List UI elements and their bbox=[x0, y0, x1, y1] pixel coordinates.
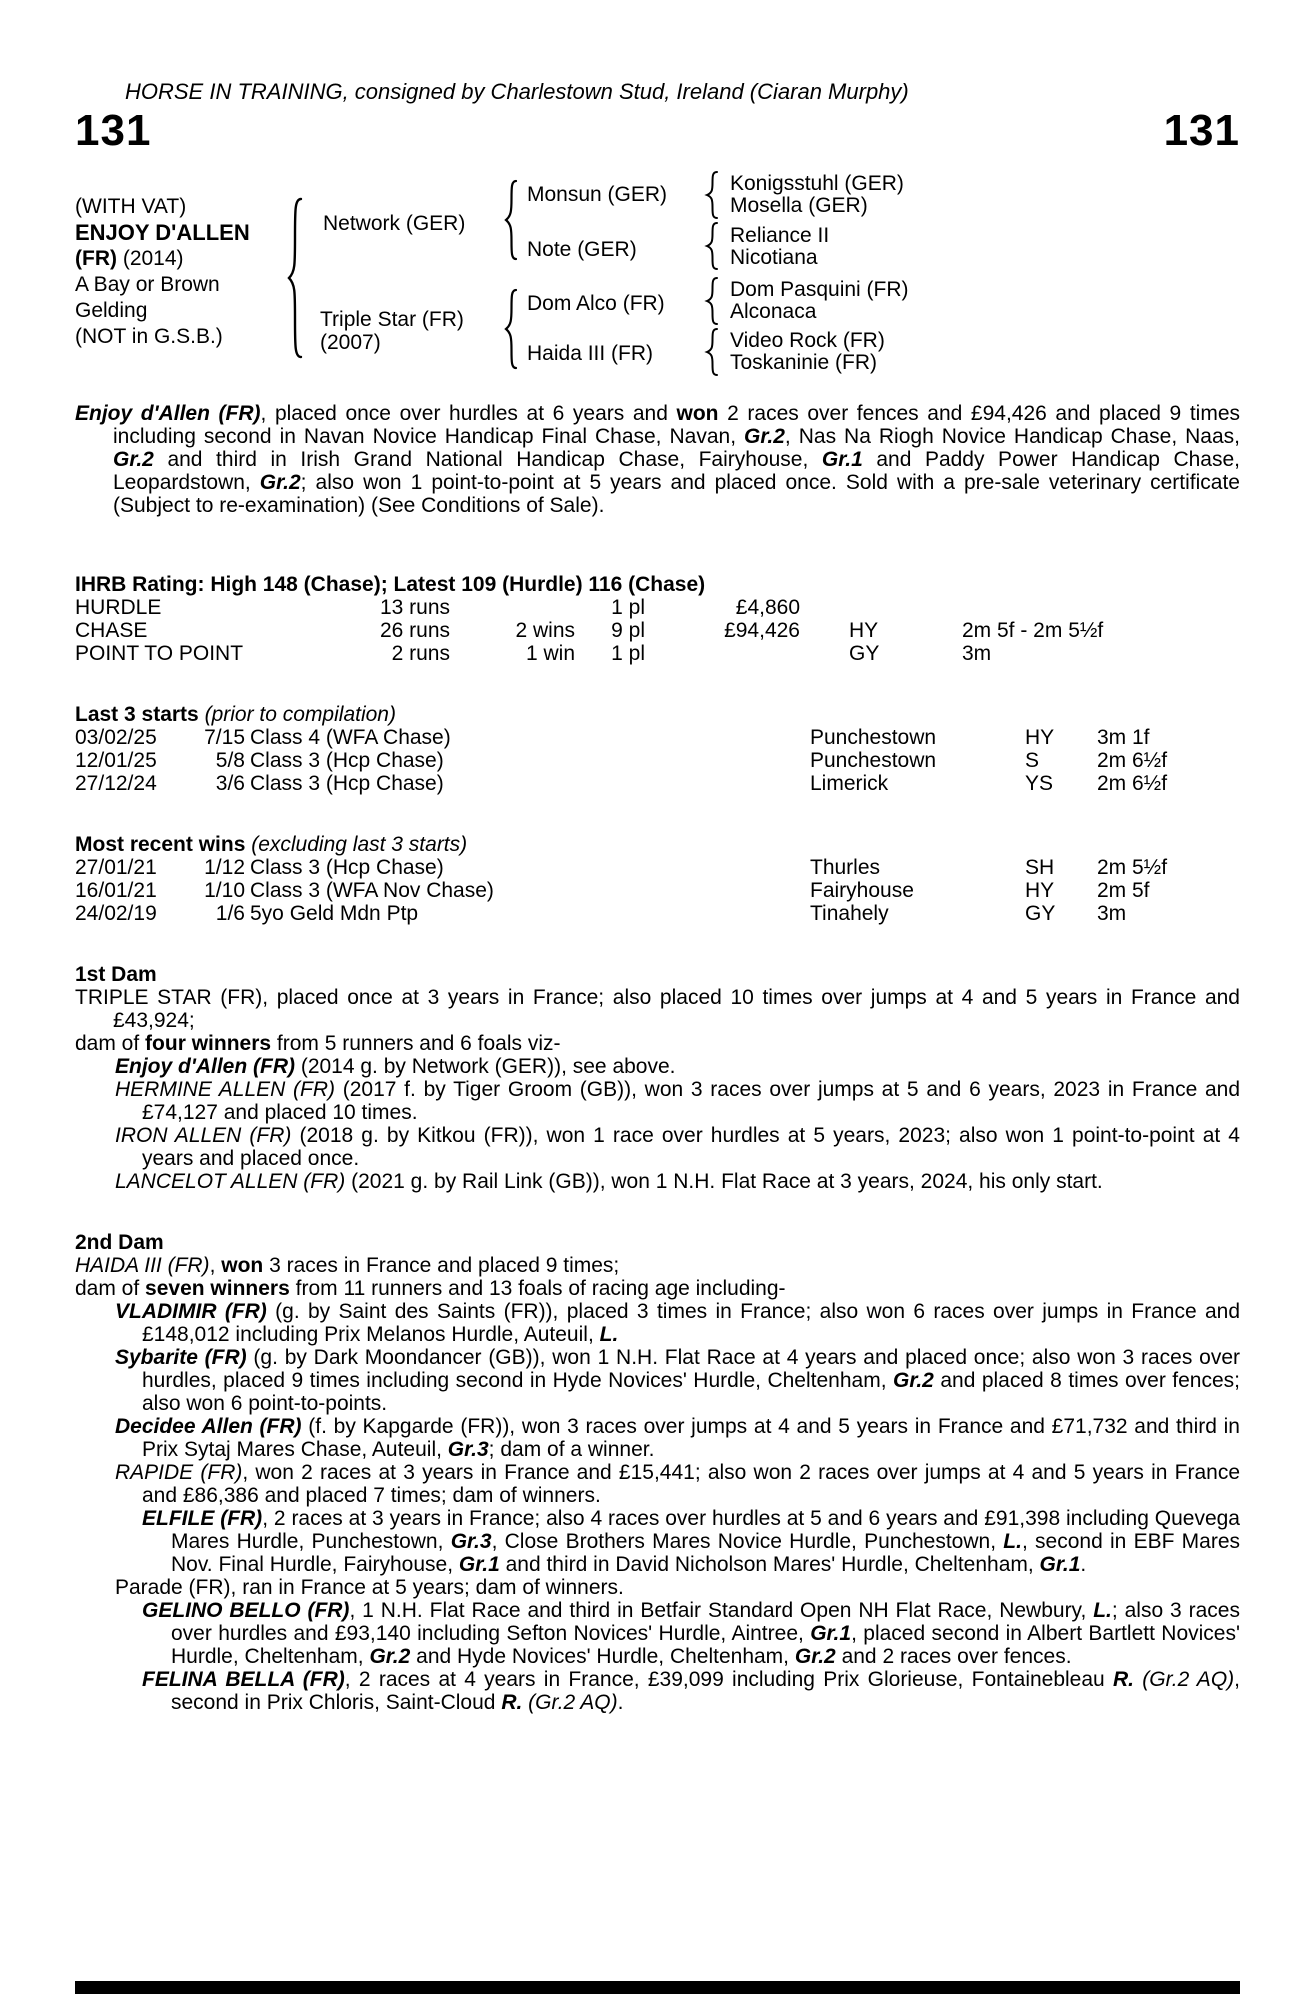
stats-category: CHASE bbox=[75, 619, 148, 642]
start-distance: 3m 1f bbox=[1097, 726, 1150, 749]
win-going: SH bbox=[1025, 856, 1055, 879]
horse-suffix-year bbox=[75, 246, 250, 272]
career-stats-table bbox=[75, 596, 1240, 665]
progeny-entry-nested: FELINA BELLA (FR), 2 races at 4 years in France, £39,099 including Prix Glorieuse, Fontainebleau R. (Gr.2 AQ), second in Prix Chloris, Saint-Cloud R. (Gr.2 AQ). bbox=[142, 1668, 1240, 1714]
stats-runs: 13 runs bbox=[379, 596, 450, 619]
stats-earnings bbox=[645, 642, 800, 665]
horse-year: (2014) bbox=[122, 247, 184, 270]
start-date: 03/02/25 bbox=[75, 726, 157, 749]
stats-places: 9 pl bbox=[611, 619, 645, 642]
progeny-entry: Decidee Allen (FR) (f. by Kapgarde (FR)), won 3 races over jumps at 4 and 5 years in France and £71,732 and third in Prix Sytaj Mares Chase, Auteuil, Gr.3; dam of a winner. bbox=[115, 1415, 1240, 1461]
pedigree-brace-gen3-3 bbox=[703, 276, 719, 326]
lot-number-right: 131 bbox=[1163, 106, 1240, 155]
stats-going: HY bbox=[849, 619, 879, 642]
progeny-entry: Sybarite (FR) (g. by Dark Moondancer (GB)), won 1 N.H. Flat Race at 4 years and placed once; also won 3 races over hurdles, placed 9 times including second in Hyde Novices' Hurdle, Cheltenham, Gr.2 and placed 8 times over fences; also won 6 point-to-points. bbox=[115, 1346, 1240, 1415]
ihrb-rating-heading: IHRB Rating: High 148 (Chase); Latest 109 (Hurdle) 116 (Chase) bbox=[75, 573, 706, 596]
win-position: 1/10 bbox=[204, 879, 245, 902]
start-position: 5/8 bbox=[215, 749, 245, 772]
start-distance: 2m 6½f bbox=[1097, 772, 1168, 795]
progeny-entry: LANCELOT ALLEN (FR) (2021 g. by Rail Link (GB)), won 1 N.H. Flat Race at 3 years, 2024, his only start. bbox=[115, 1170, 1103, 1193]
sire-name: Network (GER) bbox=[323, 212, 466, 235]
start-race: Class 3 (Hcp Chase) bbox=[250, 772, 444, 795]
stats-places: 1 pl bbox=[611, 596, 645, 619]
progeny-entry: RAPIDE (FR), won 2 races at 3 years in France and £15,441; also won 2 races over jumps at 4 and 5 years in France and £86,386 and placed 7 times; dam of winners. bbox=[115, 1461, 1240, 1507]
win-race: Class 3 (WFA Nov Chase) bbox=[250, 879, 494, 902]
win-date: 24/02/19 bbox=[75, 902, 157, 925]
recent-wins-table bbox=[75, 856, 1240, 925]
sire-dam-name: Note (GER) bbox=[527, 238, 637, 261]
win-race: Class 3 (Hcp Chase) bbox=[250, 856, 444, 879]
stats-wins: 2 wins bbox=[515, 619, 575, 642]
horse-name: ENJOY D'ALLEN bbox=[75, 220, 250, 245]
pedigree-brace-gen3-1 bbox=[703, 170, 719, 220]
stats-earnings: £4,860 bbox=[735, 596, 800, 619]
stats-runs: 26 runs bbox=[379, 619, 450, 642]
progeny-entry-nested: GELINO BELLO (FR), 1 N.H. Flat Race and third in Betfair Standard Open NH Flat Race, Newbury, L.; also 3 races over hurdles and £93,140 including Sefton Novices' Hurdle, Aintree, Gr.1, placed second in Albert Bartlett Novices' Hurdle, Cheltenham, Gr.2 and Hyde Novices' Hurdle, Cheltenham, Gr.2 and 2 races over fences. bbox=[142, 1599, 1240, 1668]
start-distance: 2m 6½f bbox=[1097, 749, 1168, 772]
start-course: Limerick bbox=[810, 772, 889, 795]
start-date: 12/01/25 bbox=[75, 749, 157, 772]
stats-runs: 2 runs bbox=[391, 642, 450, 665]
stats-category: POINT TO POINT bbox=[75, 642, 244, 665]
progeny-entry: Parade (FR), ran in France at 5 years; dam of winners. bbox=[115, 1576, 624, 1599]
gen3-name: Dom Pasquini (FR) bbox=[730, 278, 909, 301]
lot-number-left: 131 bbox=[75, 106, 152, 155]
win-position: 1/6 bbox=[215, 902, 245, 925]
win-distance: 2m 5½f bbox=[1097, 856, 1168, 879]
second-dam-heading: 2nd Dam bbox=[75, 1231, 164, 1254]
win-distance: 3m bbox=[1097, 902, 1127, 925]
pedigree-brace-sire bbox=[502, 179, 520, 261]
gen3-name: Nicotiana bbox=[730, 246, 818, 269]
win-course: Thurles bbox=[810, 856, 881, 879]
recent-wins-note: (excluding last 3 starts) bbox=[251, 833, 468, 856]
dam-year: (2007) bbox=[320, 331, 381, 354]
gen3-name: Reliance II bbox=[730, 224, 830, 247]
stats-places: 1 pl bbox=[611, 642, 645, 665]
progeny-entry: VLADIMIR (FR) (g. by Saint des Saints (FR)), placed 3 times in France; also won 6 races over jumps in France and £148,012 including Prix Melanos Hurdle, Auteuil, L. bbox=[115, 1300, 1240, 1346]
horse-colour: A Bay or Brown bbox=[75, 273, 220, 296]
progeny-entry: HERMINE ALLEN (FR) (2017 f. by Tiger Groom (GB)), won 3 races over jumps at 5 and 6 years, 2023 in France and £74,127 and placed 10 times. bbox=[115, 1078, 1241, 1124]
win-date: 27/01/21 bbox=[75, 856, 157, 879]
win-course: Fairyhouse bbox=[810, 879, 914, 902]
start-going: YS bbox=[1025, 772, 1054, 795]
last-starts-note: (prior to compilation) bbox=[204, 703, 396, 726]
first-dam-heading: 1st Dam bbox=[75, 963, 157, 986]
gen3-name: Alconaca bbox=[730, 300, 817, 323]
first-dam-produce-line: dam of four winners from 5 runners and 6 foals viz- bbox=[75, 1032, 561, 1055]
stats-wins bbox=[450, 596, 575, 619]
start-date: 27/12/24 bbox=[75, 772, 157, 795]
start-race: Class 3 (Hcp Chase) bbox=[250, 749, 444, 772]
start-position: 7/15 bbox=[204, 726, 245, 749]
stats-category: HURDLE bbox=[75, 596, 162, 619]
last-starts-table bbox=[75, 726, 1240, 795]
stats-distance: 3m bbox=[962, 642, 992, 665]
stats-wins: 1 win bbox=[525, 642, 575, 665]
win-position: 1/12 bbox=[204, 856, 245, 879]
vat-note: (WITH VAT) bbox=[75, 195, 187, 218]
first-dam-intro: TRIPLE STAR (FR), placed once at 3 years in France; also placed 10 times over jumps at 4 and 5 years in France and £43,924; bbox=[75, 986, 1240, 1032]
horse-details bbox=[75, 194, 250, 350]
last-starts-title: Last 3 starts bbox=[75, 703, 199, 726]
gen3-name: Video Rock (FR) bbox=[730, 329, 885, 352]
win-going: GY bbox=[1025, 902, 1056, 925]
pedigree-brace-gen3-4 bbox=[703, 327, 719, 377]
second-dam-intro: HAIDA III (FR), won 3 races in France and placed 9 times; bbox=[75, 1254, 620, 1277]
dam-name-block bbox=[320, 308, 464, 354]
start-course: Punchestown bbox=[810, 726, 937, 749]
recent-wins-title: Most recent wins bbox=[75, 833, 246, 856]
dam-sire-name: Dom Alco (FR) bbox=[527, 292, 665, 315]
gsb-note: (NOT in G.S.B.) bbox=[75, 325, 223, 348]
win-date: 16/01/21 bbox=[75, 879, 157, 902]
horse-suffix: (FR) bbox=[75, 247, 117, 270]
win-distance: 2m 5f bbox=[1097, 879, 1150, 902]
recent-wins-heading bbox=[75, 833, 1240, 856]
pedigree-brace-gen3-2 bbox=[703, 221, 719, 271]
progeny-entry: IRON ALLEN (FR) (2018 g. by Kitkou (FR)), won 1 race over hurdles at 5 years, 2023; also won 1 point-to-point at 4 years and placed once. bbox=[115, 1124, 1240, 1170]
start-going: HY bbox=[1025, 726, 1055, 749]
gen3-name: Konigsstuhl (GER) bbox=[730, 172, 904, 195]
stats-earnings: £94,426 bbox=[724, 619, 800, 642]
gen3-name: Toskaninie (FR) bbox=[730, 351, 878, 374]
pedigree-table bbox=[75, 167, 1240, 377]
last-starts-heading bbox=[75, 703, 1240, 726]
stats-going bbox=[800, 596, 962, 619]
stats-distance: 2m 5f - 2m 5½f bbox=[962, 619, 1104, 642]
progeny-entry: Enjoy d'Allen (FR) (2014 g. by Network (GER)), see above. bbox=[115, 1055, 676, 1078]
consignor-line: HORSE IN TRAINING, consigned by Charlestown Stud, Ireland (Ciaran Murphy) bbox=[125, 79, 909, 104]
race-record-paragraph: Enjoy d'Allen (FR), placed once over hurdles at 6 years and won 2 races over fences and £94,426 and placed 9 times including second in Navan Novice Handicap Final Chase, Navan, Gr.2, Nas Na Riogh Novice Handicap Chase, Naas, Gr.2 and third in Irish Grand National Handicap Chase, Fairyhouse, Gr.1 and Paddy Power Handicap Chase, Leopardstown, Gr.2; also won 1 point-to-point at 5 years and placed once. Sold with a pre-sale veterinary certificate (Subject to re-examination) (See Conditions of Sale). bbox=[75, 402, 1240, 517]
win-race: 5yo Geld Mdn Ptp bbox=[250, 902, 419, 925]
pedigree-brace-gen1 bbox=[285, 197, 305, 359]
start-going: S bbox=[1025, 749, 1040, 772]
win-course: Tinahely bbox=[810, 902, 889, 925]
start-race: Class 4 (WFA Chase) bbox=[250, 726, 451, 749]
horse-sex: Gelding bbox=[75, 299, 148, 322]
lot-number-row bbox=[75, 106, 1240, 155]
progeny-entry-nested: ELFILE (FR), 2 races at 3 years in France; also 4 races over hurdles at 5 and 6 years and £91,398 including Quevega Mares Hurdle, Punchestown, Gr.3, Close Brothers Mares Novice Hurdle, Punchestown, L., second in EBF Mares Nov. Final Hurdle, Fairyhouse, Gr.1 and third in David Nicholson Mares' Hurdle, Cheltenham, Gr.1. bbox=[142, 1507, 1240, 1576]
sire-sire-name: Monsun (GER) bbox=[527, 183, 668, 206]
win-going: HY bbox=[1025, 879, 1055, 902]
stats-going: GY bbox=[849, 642, 880, 665]
second-dam-produce-line: dam of seven winners from 11 runners and 13 foals of racing age including- bbox=[75, 1277, 786, 1300]
start-position: 3/6 bbox=[215, 772, 245, 795]
page-footer-bar bbox=[75, 1981, 1240, 1994]
start-course: Punchestown bbox=[810, 749, 937, 772]
gen3-name: Mosella (GER) bbox=[730, 194, 868, 217]
pedigree-brace-dam bbox=[502, 288, 520, 370]
stats-distance bbox=[962, 596, 1240, 619]
dam-name: Triple Star (FR) bbox=[320, 308, 464, 331]
dam-dam-name: Haida III (FR) bbox=[527, 342, 654, 365]
